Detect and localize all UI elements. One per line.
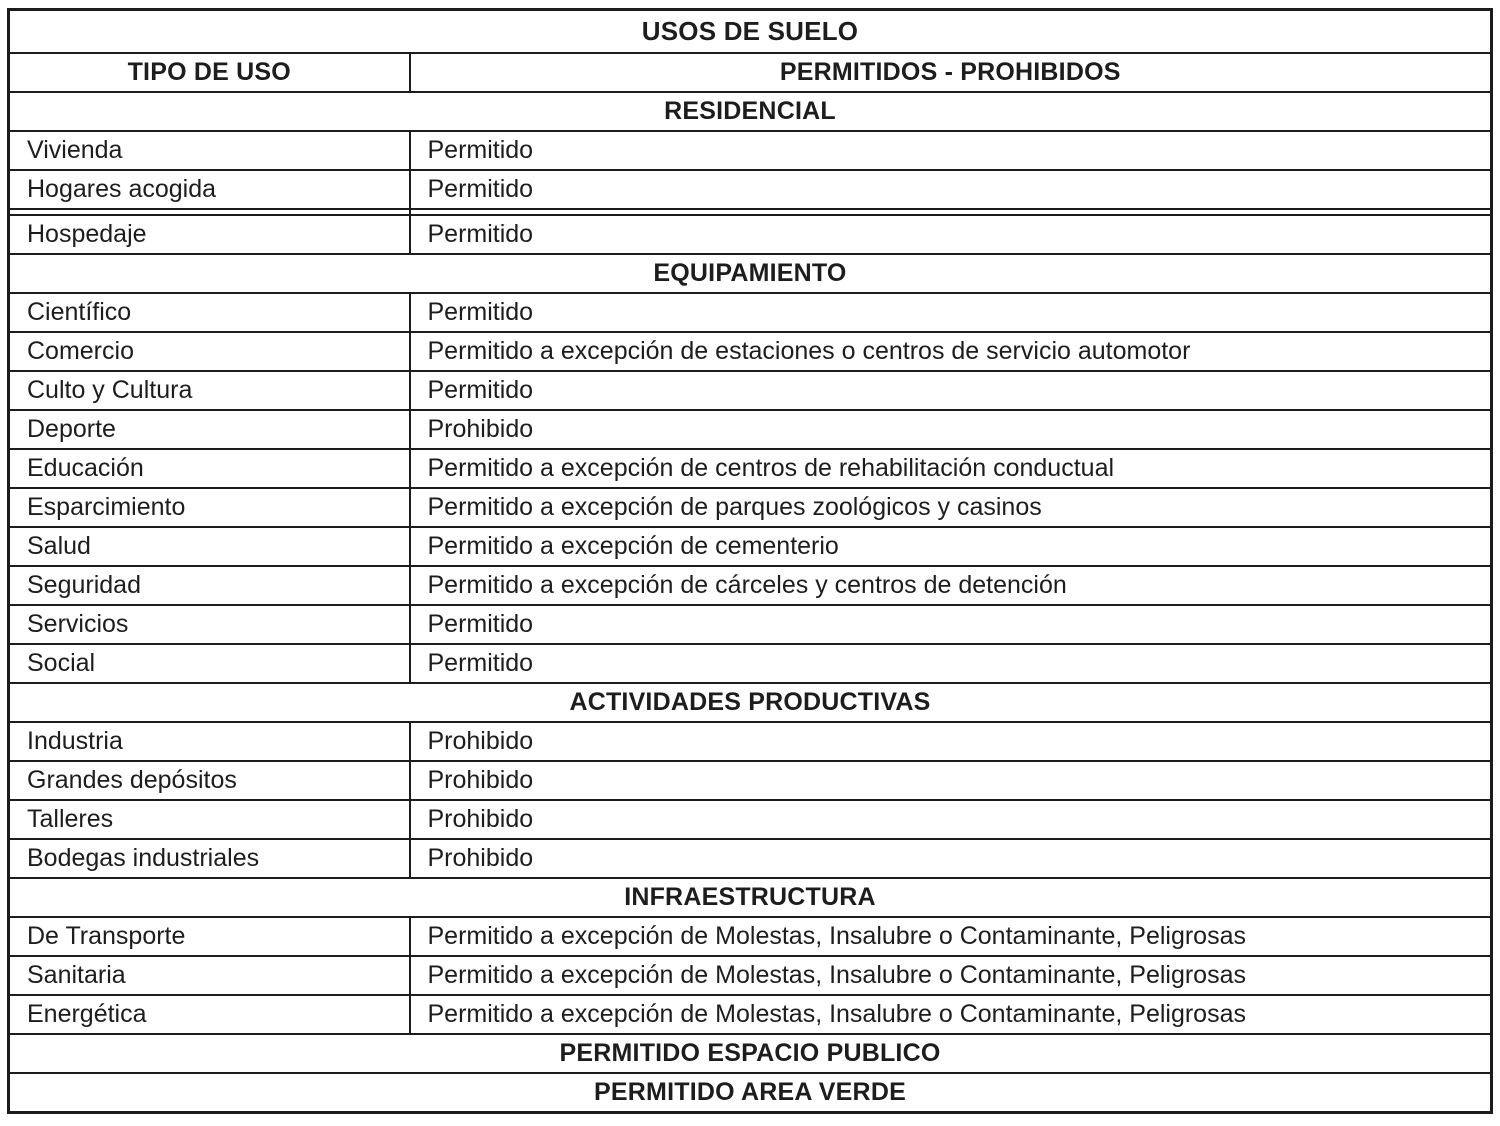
footer-row: [9, 1034, 1492, 1073]
table-row: [9, 332, 1492, 371]
table-row: [9, 449, 1492, 488]
tipo-cell: Energética: [9, 995, 410, 1034]
table-row: [9, 527, 1492, 566]
tipo-cell: Científico: [9, 293, 410, 332]
section-header-row: [9, 92, 1492, 131]
valor-cell: Permitido a excepción de cementerio: [410, 527, 1492, 566]
table-row: [9, 131, 1492, 170]
valor-cell: Permitido: [410, 371, 1492, 410]
tipo-cell: Hogares acogida: [9, 170, 410, 209]
tipo-cell: Seguridad: [9, 566, 410, 605]
table-row: [9, 170, 1492, 209]
valor-cell: Prohibido: [410, 761, 1492, 800]
valor-cell: Permitido: [410, 131, 1492, 170]
valor-cell: Prohibido: [410, 800, 1492, 839]
table-row: [9, 722, 1492, 761]
usos-de-suelo-table: [7, 8, 1493, 1114]
valor-cell: Permitido: [410, 215, 1492, 254]
section-header-row: [9, 254, 1492, 293]
table-row: [9, 956, 1492, 995]
valor-cell: Permitido a excepción de Molestas, Insalubre o Contaminante, Peligrosas: [410, 956, 1492, 995]
tipo-cell: Bodegas industriales: [9, 839, 410, 878]
tipo-cell: Comercio: [9, 332, 410, 371]
tipo-cell: De Transporte: [9, 917, 410, 956]
valor-cell: Permitido: [410, 644, 1492, 683]
table-row: [9, 410, 1492, 449]
valor-cell: Permitido a excepción de estaciones o centros de servicio automotor: [410, 332, 1492, 371]
valor-cell: Permitido a excepción de cárceles y centros de detención: [410, 566, 1492, 605]
valor-cell: Permitido: [410, 293, 1492, 332]
tipo-cell: Talleres: [9, 800, 410, 839]
valor-cell: Permitido: [410, 170, 1492, 209]
table-row: [9, 644, 1492, 683]
section-header-row: [9, 683, 1492, 722]
table-row: [9, 839, 1492, 878]
table-row: [9, 605, 1492, 644]
tipo-cell: Educación: [9, 449, 410, 488]
title-row: [9, 10, 1492, 54]
table-title: USOS DE SUELO: [9, 10, 1492, 54]
valor-cell: Prohibido: [410, 722, 1492, 761]
tipo-cell: Industria: [9, 722, 410, 761]
section-header-residencial: RESIDENCIAL: [9, 92, 1492, 131]
valor-cell: Permitido a excepción de parques zoológicos y casinos: [410, 488, 1492, 527]
valor-cell: Permitido: [410, 605, 1492, 644]
valor-cell: Permitido a excepción de Molestas, Insalubre o Contaminante, Peligrosas: [410, 917, 1492, 956]
table-row: [9, 293, 1492, 332]
tipo-cell: Esparcimiento: [9, 488, 410, 527]
tipo-cell: Servicios: [9, 605, 410, 644]
valor-cell: Prohibido: [410, 410, 1492, 449]
table-row: [9, 488, 1492, 527]
valor-cell: Permitido a excepción de centros de rehabilitación conductual: [410, 449, 1492, 488]
table-row: [9, 566, 1492, 605]
table-row: [9, 761, 1492, 800]
tipo-cell: Salud: [9, 527, 410, 566]
footer-permitido-area-verde: PERMITIDO AREA VERDE: [9, 1073, 1492, 1113]
tipo-cell: Vivienda: [9, 131, 410, 170]
tipo-cell: Sanitaria: [9, 956, 410, 995]
table-row: [9, 995, 1492, 1034]
table-row: [9, 215, 1492, 254]
tipo-cell: Hospedaje: [9, 215, 410, 254]
section-header-equipamiento: EQUIPAMIENTO: [9, 254, 1492, 293]
tipo-cell: Grandes depósitos: [9, 761, 410, 800]
table-row: [9, 917, 1492, 956]
tipo-cell: Deporte: [9, 410, 410, 449]
column-header-row: [9, 53, 1492, 92]
tipo-cell: Culto y Cultura: [9, 371, 410, 410]
valor-cell: Permitido a excepción de Molestas, Insalubre o Contaminante, Peligrosas: [410, 995, 1492, 1034]
footer-permitido-espacio-publico: PERMITIDO ESPACIO PUBLICO: [9, 1034, 1492, 1073]
footer-row: [9, 1073, 1492, 1113]
column-header-tipo-de-uso: TIPO DE USO: [9, 53, 410, 92]
section-header-infraestructura: INFRAESTRUCTURA: [9, 878, 1492, 917]
section-header-row: [9, 878, 1492, 917]
valor-cell: Prohibido: [410, 839, 1492, 878]
column-header-permitidos-prohibidos: PERMITIDOS - PROHIBIDOS: [410, 53, 1492, 92]
section-header-actividades-productivas: ACTIVIDADES PRODUCTIVAS: [9, 683, 1492, 722]
tipo-cell: Social: [9, 644, 410, 683]
table-row: [9, 800, 1492, 839]
table-row: [9, 371, 1492, 410]
